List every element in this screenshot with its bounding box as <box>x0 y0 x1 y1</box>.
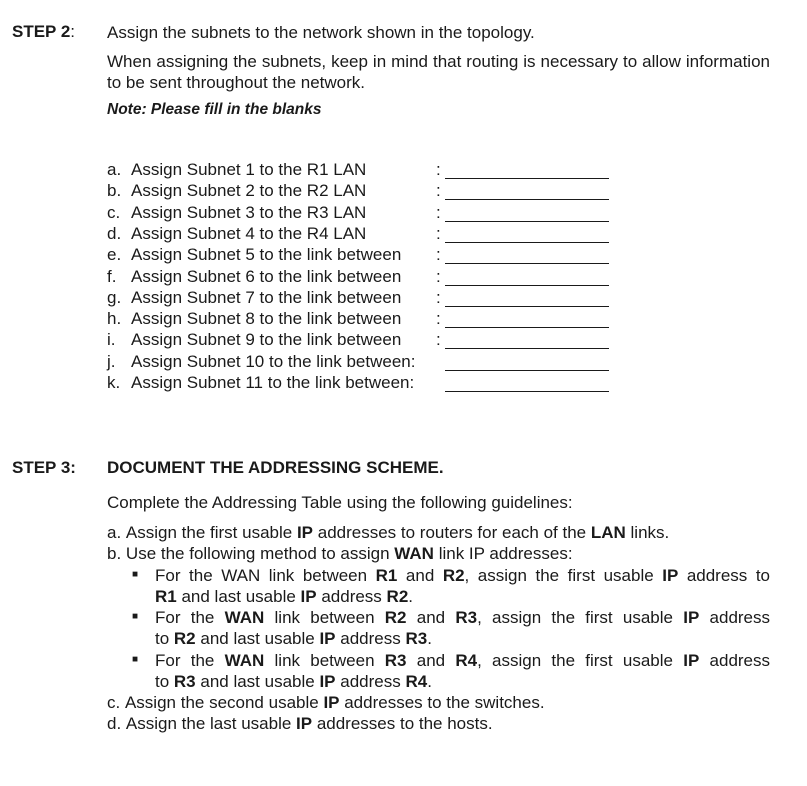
guideline-b-bullet-1: For the WAN link between R1 and R2, assign the first usable IP address to <box>155 566 771 585</box>
item-colon: : <box>436 245 441 264</box>
item-letter: f. <box>107 267 117 286</box>
blank-line[interactable] <box>445 263 609 264</box>
guideline-b: b. Use the following method to assign WAN link IP addresses: <box>107 544 573 563</box>
guideline-b-bullet-2: For the WAN link between R2 and R3, assign the first usable IP address <box>155 608 771 627</box>
item-letter: j. <box>107 352 116 371</box>
item-text: Assign Subnet 4 to the R4 LAN <box>131 224 367 243</box>
blank-line[interactable] <box>445 327 609 328</box>
step2-title: Assign the subnets to the network shown in the topology. <box>107 23 535 42</box>
bullet-icon: ■ <box>132 569 139 580</box>
item-colon: : <box>436 224 441 243</box>
guideline-b-bullet-3-cont: to R3 and last usable IP address R4. <box>155 672 432 691</box>
item-text: Assign Subnet 7 to the link between <box>131 288 402 307</box>
item-colon: : <box>436 181 441 200</box>
blank-line[interactable] <box>445 348 609 349</box>
item-letter: g. <box>107 288 122 307</box>
step2-intro: When assigning the subnets, keep in mind that routing is necessary to allow information to be sent throughout the network. <box>107 52 770 92</box>
guideline-d: d. Assign the last usable IP addresses to the hosts. <box>107 714 493 733</box>
item-text: Assign Subnet 3 to the R3 LAN <box>131 203 367 222</box>
item-text: Assign Subnet 8 to the link between <box>131 309 402 328</box>
item-text: Assign Subnet 6 to the link between <box>131 267 402 286</box>
item-colon: : <box>436 330 441 349</box>
guideline-a: a. Assign the first usable IP addresses to routers for each of the LAN links. <box>107 523 670 542</box>
item-colon: : <box>436 203 441 222</box>
item-text: Assign Subnet 2 to the R2 LAN <box>131 181 367 200</box>
item-colon: : <box>436 267 441 286</box>
step2-note: Note: Please fill in the blanks <box>107 101 322 118</box>
guideline-b-bullet-2-cont: to R2 and last usable IP address R3. <box>155 629 432 648</box>
step3-label: STEP 3: <box>12 458 76 477</box>
step3-intro: Complete the Addressing Table using the following guidelines: <box>107 493 573 512</box>
guideline-b-bullet-3: For the WAN link between R3 and R4, assign the first usable IP address <box>155 651 771 670</box>
blank-line[interactable] <box>445 199 609 200</box>
item-text: Assign Subnet 9 to the link between <box>131 330 402 349</box>
item-letter: k. <box>107 373 121 392</box>
blank-line[interactable] <box>445 306 609 307</box>
item-text: Assign Subnet 5 to the link between <box>131 245 402 264</box>
blank-line[interactable] <box>445 285 609 286</box>
item-letter: c. <box>107 203 121 222</box>
item-letter: i. <box>107 330 116 349</box>
item-text: Assign Subnet 1 to the R1 LAN <box>131 160 367 179</box>
item-letter: h. <box>107 309 122 328</box>
step2-label: STEP 2: <box>12 22 76 41</box>
item-letter: a. <box>107 160 122 179</box>
blank-line[interactable] <box>445 391 609 392</box>
blank-line[interactable] <box>445 221 609 222</box>
bullet-icon: ■ <box>132 654 139 665</box>
item-letter: b. <box>107 181 122 200</box>
bullet-icon: ■ <box>132 611 139 622</box>
guideline-b-bullet-1-cont: R1 and last usable IP address R2. <box>155 587 414 606</box>
item-letter: d. <box>107 224 122 243</box>
item-colon: : <box>436 160 441 179</box>
item-text: Assign Subnet 11 to the link between: <box>131 373 415 392</box>
blank-line[interactable] <box>445 178 609 179</box>
blank-line[interactable] <box>445 242 609 243</box>
item-colon: : <box>436 288 441 307</box>
item-colon: : <box>436 309 441 328</box>
item-text: Assign Subnet 10 to the link between: <box>131 352 416 371</box>
blank-line[interactable] <box>445 370 609 371</box>
step3-heading: DOCUMENT THE ADDRESSING SCHEME. <box>107 458 444 477</box>
item-letter: e. <box>107 245 122 264</box>
guideline-c: c. Assign the second usable IP addresses to the switches. <box>107 693 545 712</box>
